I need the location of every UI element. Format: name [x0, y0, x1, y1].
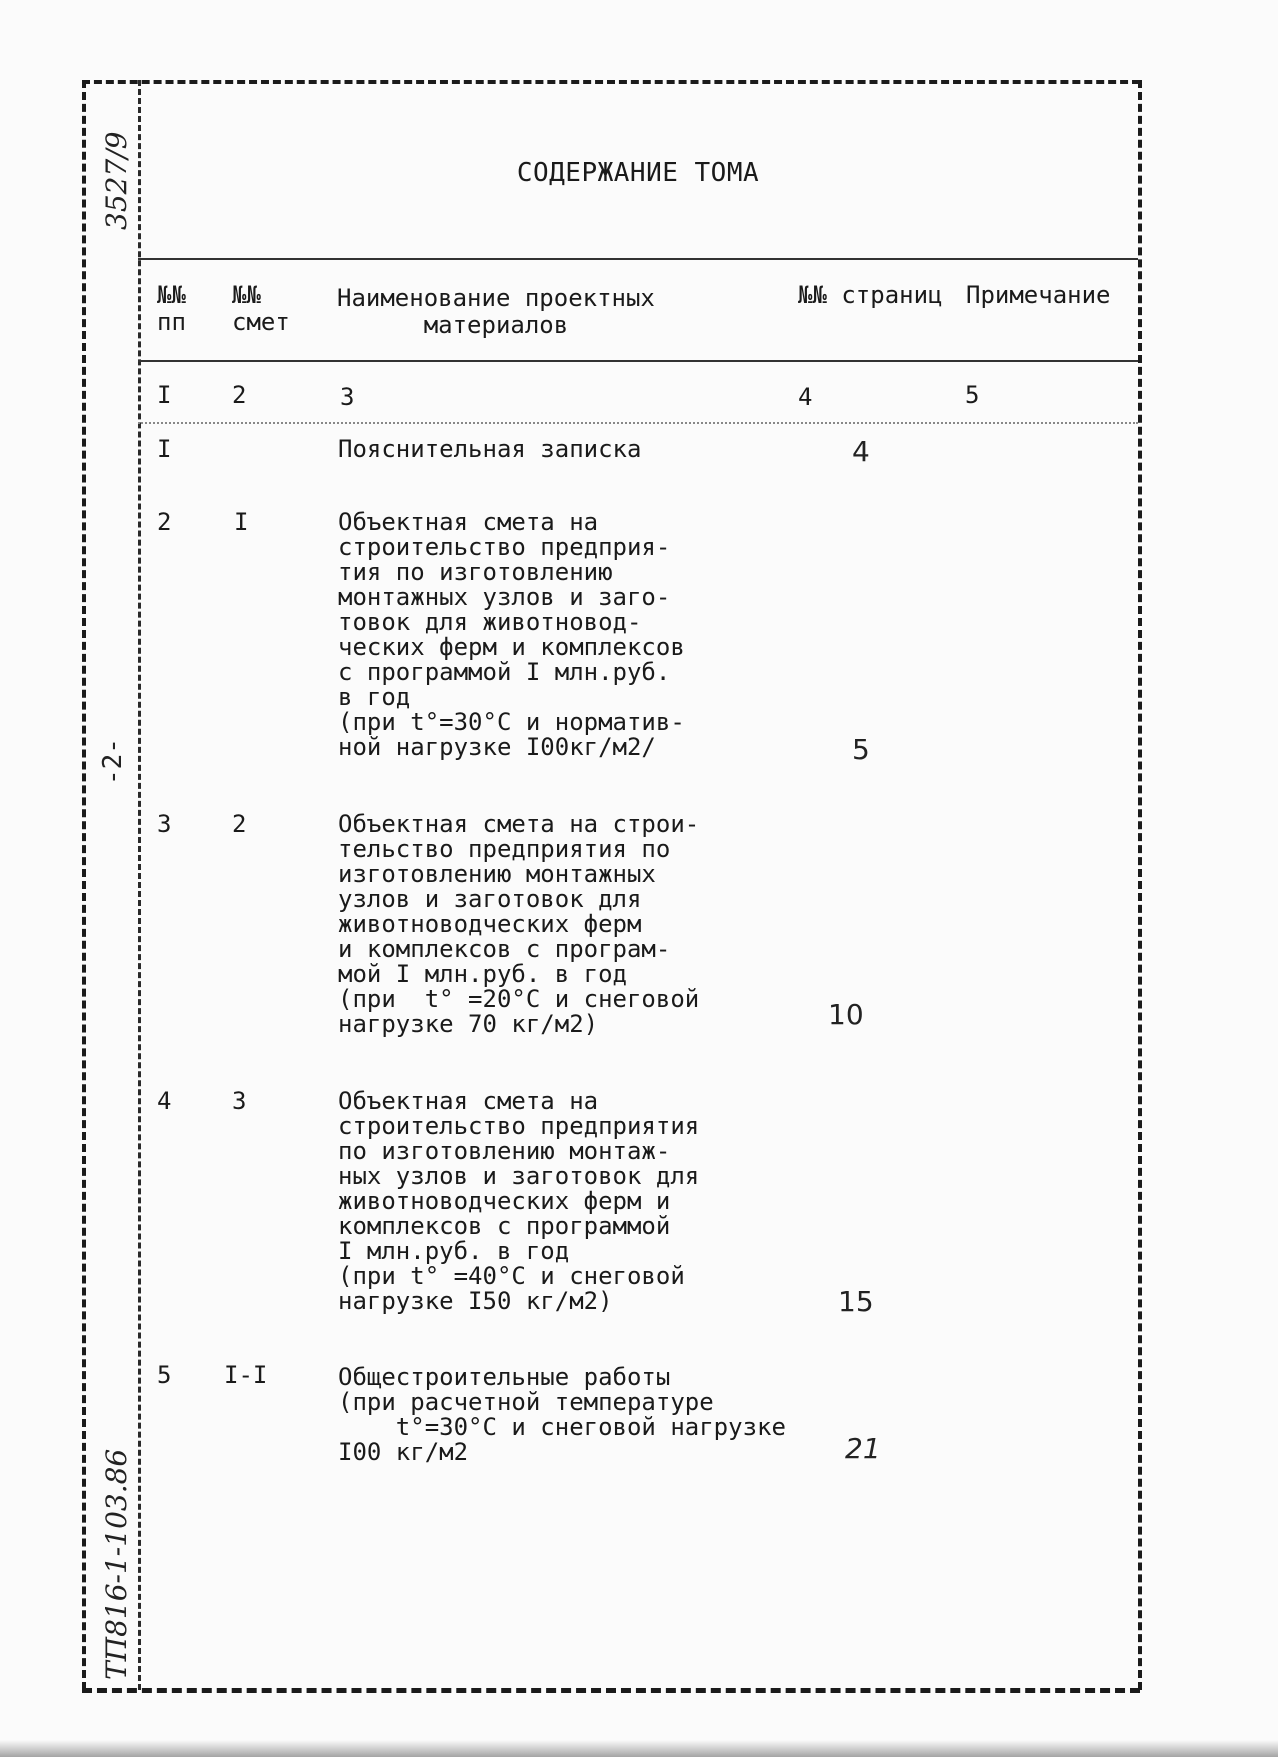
- header-col-name: Наименование проектных материалов: [337, 284, 655, 339]
- table-row-page: 4: [852, 435, 870, 468]
- frame-inner-border: [138, 80, 141, 1690]
- table-row-smeta: I: [234, 508, 249, 536]
- side-bottom-code: ТП816-1-103.86: [100, 1448, 133, 1680]
- table-row-smeta: 2: [232, 810, 247, 838]
- scan-edge-streak: [0, 1740, 1278, 1757]
- table-row-page: 15: [838, 1285, 874, 1318]
- frame-right-border: [1138, 80, 1142, 1690]
- header-bottom-rule: [138, 360, 1138, 362]
- table-row-pp: 2: [157, 508, 172, 536]
- table-row-name: Объектная смета на строительство предприятия по изготовлению монтаж- ных узлов и заготовок для животноводческих ферм и комплексов с программой I млн.руб. в год (при t° =40°С и снеговой нагрузке I50 кг/м2): [338, 1087, 700, 1315]
- column-number: 4: [798, 383, 813, 411]
- table-row-pp: 5: [157, 1361, 172, 1389]
- table-row-pp: I: [157, 435, 172, 463]
- column-number: 2: [232, 381, 247, 409]
- column-numbers-rule: [138, 422, 1138, 424]
- header-col-pp: №№ пп: [157, 281, 186, 336]
- table-row-smeta: I-I: [224, 1361, 268, 1389]
- column-number: 3: [340, 383, 355, 411]
- table-row-name: Общестроительные работы (при расчетной температуре t°=30°С и снеговой нагрузке I00 кг/м2: [338, 1363, 786, 1466]
- table-row-page: 5: [852, 733, 870, 766]
- table-row-pp: 3: [157, 810, 172, 838]
- table-row-pp: 4: [157, 1087, 172, 1115]
- frame-bottom-border: [82, 1688, 1140, 1693]
- side-page-mark: -2-: [98, 738, 128, 785]
- table-row-page: 21: [845, 1432, 881, 1465]
- frame-top-border: [82, 80, 1140, 84]
- table-row-name: Объектная смета на строительство предприя- тия по изготовлению монтажных узлов и заго- товок для животновод- ческих ферм и комплексов с программой I млн.руб. в год (при t°=30°С и норматив- ной нагрузке I00кг/м2/: [338, 508, 685, 761]
- table-row-name: Объектная смета на строи- тельство предприятия по изготовлению монтажных узлов и заготовок для животноводческих ферм и комплексов с програм- мой I млн.руб. в год (при t° =20°С и снеговой нагрузке 70 кг/м2): [338, 810, 700, 1038]
- table-row-name: Пояснительная записка: [338, 435, 642, 463]
- column-number: I: [157, 381, 172, 409]
- header-col-pages: №№ страниц: [798, 281, 943, 309]
- column-number: 5: [965, 381, 980, 409]
- side-top-code: 3527/9: [100, 131, 133, 230]
- header-col-smeta: №№ смет: [232, 281, 290, 336]
- header-col-note: Примечание: [966, 281, 1111, 309]
- header-top-rule: [138, 258, 1138, 260]
- table-row-smeta: 3: [232, 1087, 247, 1115]
- page-title: СОДЕРЖАНИЕ ТОМА: [516, 158, 760, 188]
- frame-left-border: [82, 80, 86, 1690]
- table-row-page: 10: [828, 998, 864, 1031]
